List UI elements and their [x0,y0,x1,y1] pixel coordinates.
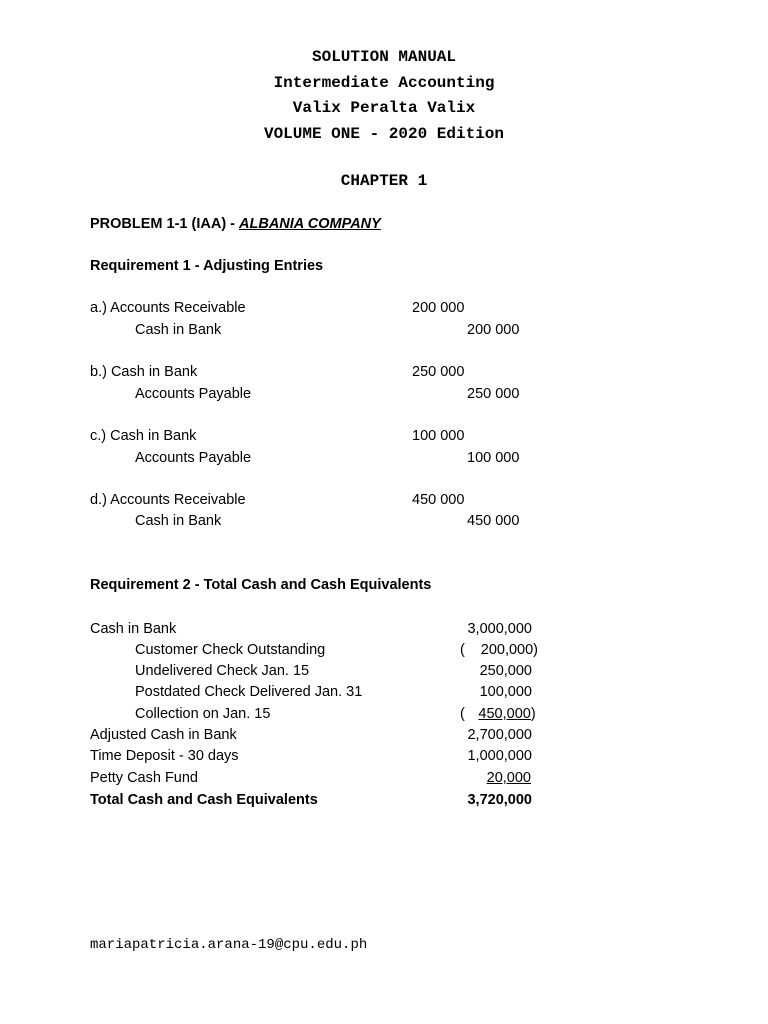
cash-row-label: Undelivered Check Jan. 15 [135,663,310,679]
cash-row-amount-open-paren: ( [460,642,465,658]
title-authors: Valix Peralta Valix [292,99,476,117]
cash-row-label: Customer Check Outstanding [135,642,326,658]
cash-row-label: Collection on Jan. 15 [135,706,271,722]
cash-row-amount [460,706,536,722]
entry-d-credit-amount: 450 000 [467,513,520,529]
cash-row-label: Time Deposit - 30 days [90,748,239,764]
entry-c-debit-amount: 100 000 [412,428,465,444]
cash-row-amount-close-paren: ) [530,706,536,722]
problem-heading [90,216,381,232]
cash-row-amount: 250,000 [479,663,532,679]
entry-b-credit-account: Accounts Payable [135,386,252,402]
entry-b-debit-amount: 250 000 [412,364,465,380]
total-amount: 3,720,000 [467,792,532,808]
cash-row-amount: 20,000 [486,770,531,786]
entry-c-credit-account: Accounts Payable [135,450,252,466]
cash-row-amount: 200,000) [480,642,538,658]
entry-a-debit-amount: 200 000 [412,300,465,316]
cash-row-label: Cash in Bank [90,621,177,637]
entry-c-debit-account: c.) Cash in Bank [90,428,197,444]
entry-b-debit-account: b.) Cash in Bank [90,364,198,380]
cash-row-amount: 100,000 [479,684,532,700]
title-solution-manual: SOLUTION MANUAL [311,48,457,66]
requirement-2-title: Requirement 2 - Total Cash and Cash Equivalents [90,577,432,593]
cash-row-label: Adjusted Cash in Bank [90,727,237,743]
requirement-1-title: Requirement 1 - Adjusting Entries [90,258,324,274]
cash-row-amount: 3,000,000 [467,621,532,637]
chapter-heading: CHAPTER 1 [340,172,428,190]
cash-row-amount: 1,000,000 [467,748,532,764]
entry-d-credit-account: Cash in Bank [135,513,222,529]
total-label: Total Cash and Cash Equivalents [90,792,318,808]
problem-company: ALBANIA COMPANY [239,216,381,232]
entry-a-credit-amount: 200 000 [467,322,520,338]
entry-a-credit-account: Cash in Bank [135,322,222,338]
cash-row-amount-open-paren: ( [460,706,465,722]
cash-row-amount: 2,700,000 [467,727,532,743]
title-edition: VOLUME ONE - 2020 Edition [263,125,505,143]
entry-d-debit-amount: 450 000 [412,492,465,508]
entry-d-debit-account: d.) Accounts Receivable [90,492,246,508]
entry-c-credit-amount: 100 000 [467,450,520,466]
problem-prefix: PROBLEM 1-1 (IAA) - [90,216,240,232]
cash-row-label: Postdated Check Delivered Jan. 31 [135,684,363,700]
cash-row-amount-value: 450,000 [478,706,531,722]
title-book: Intermediate Accounting [273,74,495,92]
cash-row-label: Petty Cash Fund [90,770,198,786]
entry-b-credit-amount: 250 000 [467,386,520,402]
footer-email: mariapatricia.arana-19@cpu.edu.ph [90,937,368,953]
entry-a-debit-account: a.) Accounts Receivable [90,300,246,316]
